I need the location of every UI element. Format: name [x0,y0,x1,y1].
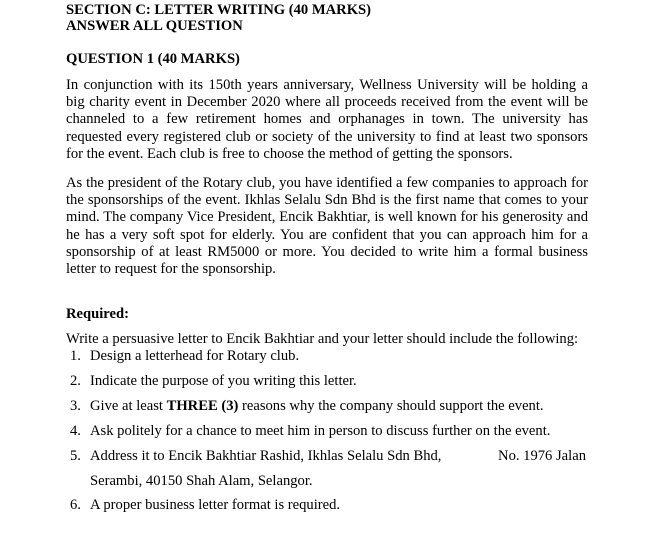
list-item-text: Ask politely for a chance to meet him in person to discuss further on the event. [90,423,551,439]
question-title: QUESTION 1 (40 MARKS) [66,51,240,67]
address-line-1b: No. 1976 Jalan [498,448,586,464]
question-paragraph-2: As the president of the Rotary club, you have identified a few companies to approach for the sponsorships of the event. Ikhlas Selalu Sdn Bhd is the first name that comes to your mind. The company Vice President, Encik Bakhtiar, is well known for his generosity and he has a very soft spot for elderly. You are confident that you can approach him for a sponsorship of at least RM5000 or more. You decided to write him a formal business letter to request for the sponsorship. [66,175,588,278]
required-intro: Write a persuasive letter to Encik Bakhtiar and your letter should include the following: [66,331,579,347]
list-item-text [90,444,586,493]
list-item [66,348,590,365]
required-heading: Required: [66,306,129,322]
list-item-number: 2. [70,373,81,389]
list-item-text [90,398,590,415]
list-item-text-before: Give at least [90,398,167,414]
list-item-number: 4. [70,423,81,439]
list-item-text: Design a letterhead for Rotary club. [90,348,300,364]
list-item [66,423,590,440]
list-item [66,448,590,493]
address-line-1 [90,444,586,469]
list-item-text: Indicate the purpose of you writing this letter. [90,373,357,389]
list-item [66,497,590,514]
list-item-number: 1. [70,348,81,364]
list-item-number: 3. [70,398,81,414]
section-title: SECTION C: LETTER WRITING (40 MARKS) [66,2,372,18]
question-paragraph-1: In conjunction with its 150th years anniversary, Wellness University will be holding a big charity event in December 2020 where all proceeds received from the event will be channeled to a few retirement homes and orphanages in town. The university has requested every registered club or society of the university to find at least two sponsors for the event. Each club is free to choose the method of getting the sponsors. [66,77,588,162]
list-item [66,398,590,415]
address-line-1a: Address it to Encik Bakhtiar Rashid, Ikhlas Selalu Sdn Bhd, [90,448,442,464]
list-item-text: A proper business letter format is required. [90,497,341,513]
list-item-emphasis: THREE (3) [166,398,239,414]
section-instruction: ANSWER ALL QUESTION [66,18,243,34]
list-item-number: 6. [70,497,81,513]
list-item-text-after: reasons why the company should support the event. [238,398,544,414]
list-item [66,373,590,390]
address-line-2: Serambi, 40150 Shah Alam, Selangor. [90,472,313,489]
list-item-number: 5. [70,448,81,464]
